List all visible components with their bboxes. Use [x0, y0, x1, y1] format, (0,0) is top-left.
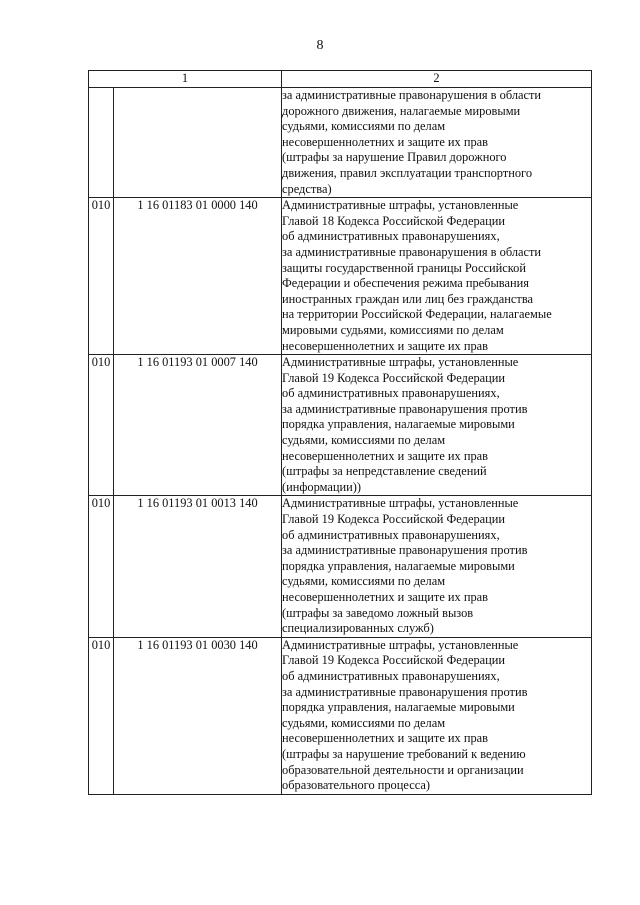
description-line: несовершеннолетних и защите их прав	[282, 731, 489, 746]
admin-code-cell: 010	[89, 496, 114, 637]
description-cell	[282, 88, 592, 198]
description-line: Главой 19 Кодекса Российской Федерации	[282, 653, 506, 668]
description-line: несовершеннолетних и защите их прав	[282, 448, 489, 463]
description-line: за административные правонарушения в области	[282, 88, 542, 102]
description-line: судьями, комиссиями по делам	[282, 715, 446, 730]
table-row	[89, 637, 592, 794]
column-header-2: 2	[282, 71, 592, 88]
description-line: (штрафы за нарушение Правил дорожного	[282, 150, 507, 165]
description-line: об административных правонарушениях,	[282, 527, 500, 542]
description-line: образовательной деятельности и организации	[282, 762, 524, 777]
description-line: судьями, комиссиями по делам	[282, 433, 446, 448]
table-header-row	[89, 71, 592, 88]
description-line: порядка управления, налагаемые мировыми	[282, 700, 515, 715]
description-line: (штрафы за непредставление сведений	[282, 464, 487, 479]
description-line: за административные правонарушения против	[282, 401, 528, 416]
description-line: Главой 18 Кодекса Российской Федерации	[282, 213, 506, 228]
description-line: за административные правонарушения в области	[282, 244, 542, 259]
description-line: Административные штрафы, установленные	[282, 355, 519, 370]
description-line: (штрафы за нарушение требований к ведению	[282, 746, 526, 761]
description-line: за административные правонарушения против	[282, 684, 528, 699]
description-line: мировыми судьями, комиссиями по делам	[282, 322, 504, 337]
table-row	[89, 88, 592, 198]
description-line: на территории Российской Федерации, налагаемые	[282, 307, 552, 322]
admin-code-cell: 010	[89, 198, 114, 355]
table-row	[89, 496, 592, 637]
description-line: Федерации и обеспечения режима пребывания	[282, 276, 529, 291]
description-line: несовершеннолетних и защите их прав	[282, 134, 489, 149]
column-header-1: 1	[89, 71, 282, 88]
description-line: защиты государственной границы Российской	[282, 260, 526, 275]
description-line: Главой 19 Кодекса Российской Федерации	[282, 370, 506, 385]
admin-code-cell: 010	[89, 637, 114, 794]
description-line: несовершеннолетних и защите их прав	[282, 590, 489, 604]
description-line: Административные штрафы, установленные	[282, 637, 519, 652]
description-line: об административных правонарушениях,	[282, 229, 500, 244]
description-cell	[282, 355, 592, 496]
description-line: образовательного процесса)	[282, 778, 430, 793]
kbk-code-cell: 1 16 01193 01 0007 140	[114, 355, 282, 496]
description-cell	[282, 198, 592, 355]
description-line: об административных правонарушениях,	[282, 386, 500, 401]
table-row	[89, 355, 592, 496]
admin-code-cell	[89, 88, 114, 198]
kbk-code-cell: 1 16 01193 01 0013 140	[114, 496, 282, 637]
description-cell	[282, 496, 592, 637]
description-line: судьями, комиссиями по делам	[282, 574, 446, 589]
description-line: средства)	[282, 181, 332, 196]
table-row	[89, 198, 592, 355]
description-line: иностранных граждан или лиц без гражданства	[282, 291, 534, 306]
description-cell	[282, 637, 592, 794]
description-line: (штрафы за заведомо ложный вызов	[282, 605, 474, 620]
description-line: порядка управления, налагаемые мировыми	[282, 558, 515, 573]
description-line: судьями, комиссиями по делам	[282, 119, 446, 134]
page-number: 8	[316, 38, 324, 53]
description-line: несовершеннолетних и защите их прав	[282, 338, 489, 353]
description-line: (информации))	[282, 479, 362, 494]
description-line: об административных правонарушениях,	[282, 668, 500, 683]
description-line: Административные штрафы, установленные	[282, 198, 519, 213]
kbk-code-cell: 1 16 01193 01 0030 140	[114, 637, 282, 794]
description-line: дорожного движения, налагаемые мировыми	[282, 103, 521, 118]
kbk-code-cell: 1 16 01183 01 0000 140	[114, 198, 282, 355]
description-line: специализированных служб)	[282, 621, 434, 636]
kbk-code-cell	[114, 88, 282, 198]
description-line: за административные правонарушения против	[282, 543, 528, 558]
description-line: порядка управления, налагаемые мировыми	[282, 417, 515, 432]
description-line: Административные штрафы, установленные	[282, 496, 519, 511]
description-line: движения, правил эксплуатации транспортного	[282, 165, 533, 180]
kbk-table	[88, 70, 592, 795]
description-line: Главой 19 Кодекса Российской Федерации	[282, 512, 506, 527]
admin-code-cell: 010	[89, 355, 114, 496]
